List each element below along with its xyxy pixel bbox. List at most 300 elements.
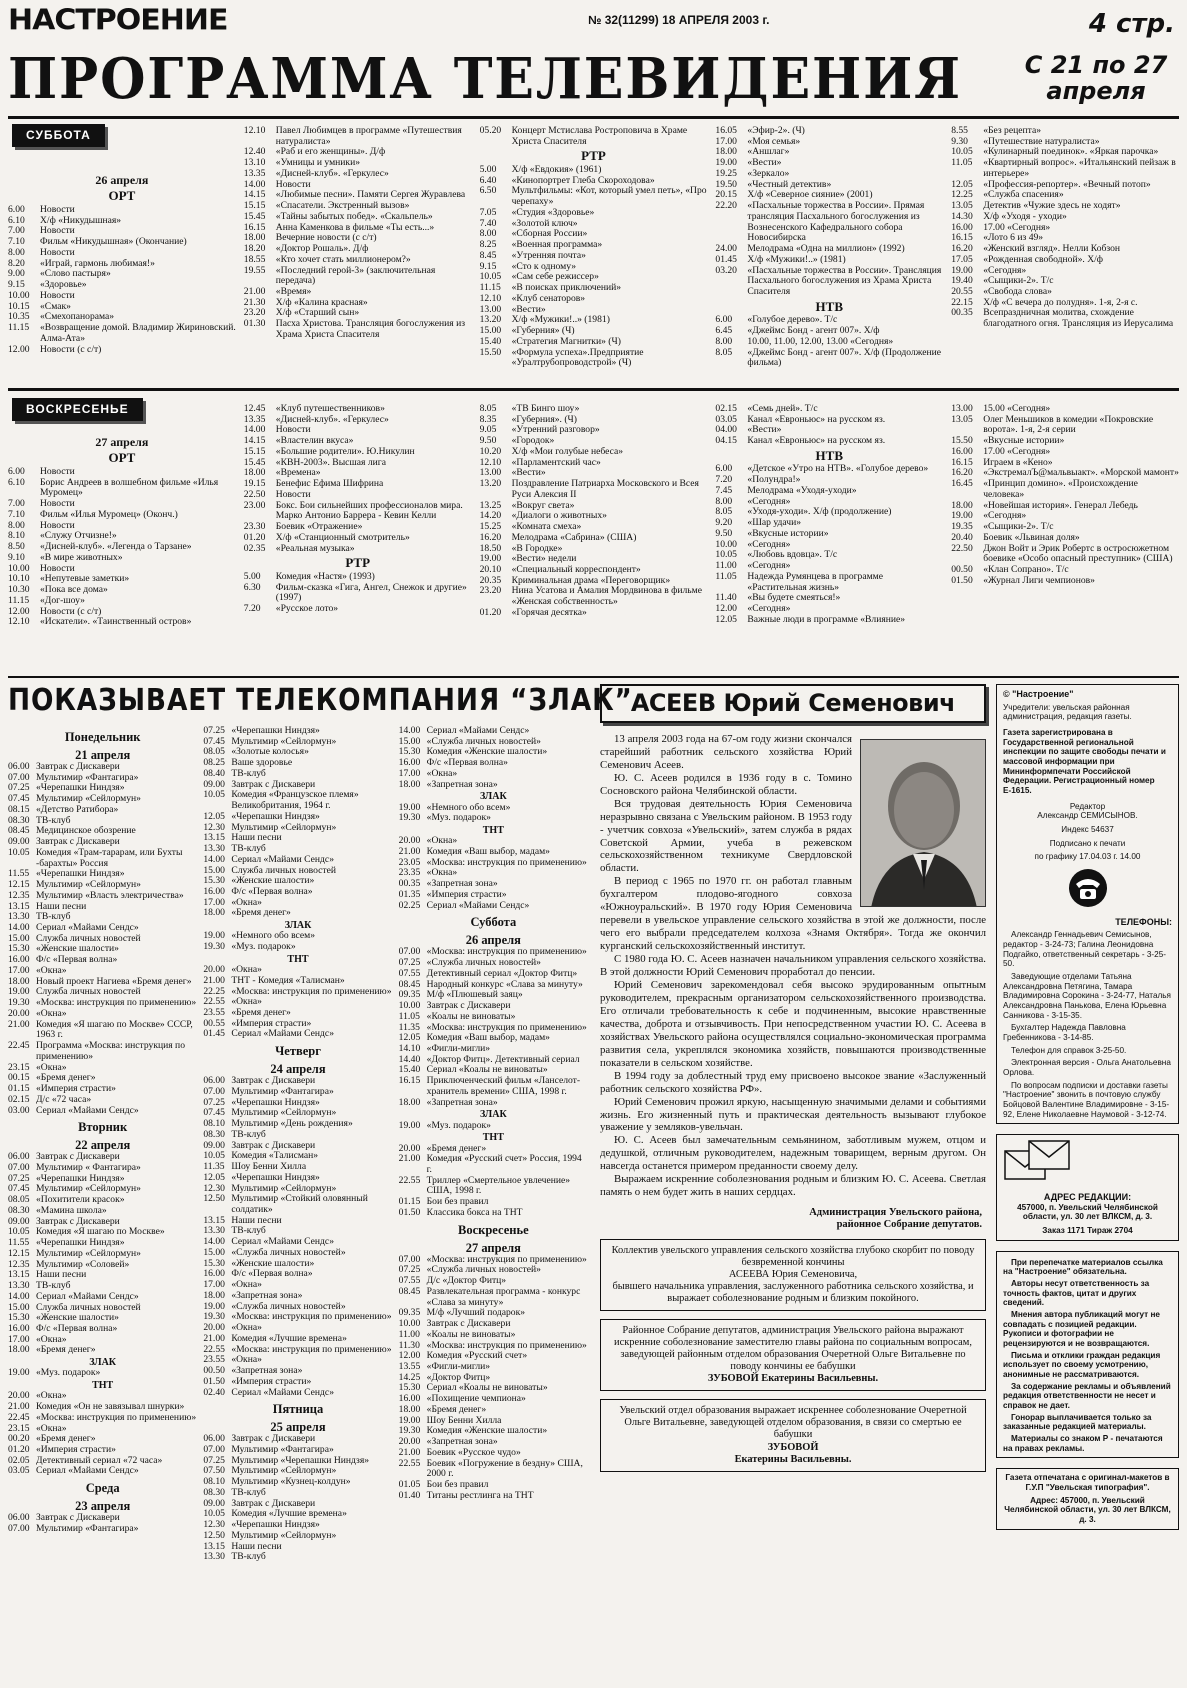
program-title: «Смехопанорама»	[40, 311, 115, 323]
program-title: «Пока все дома»	[40, 584, 108, 596]
program-title: «Москва: инструкция по применению»	[231, 1343, 392, 1355]
program-title: «Москва: инструкция по применению»	[426, 856, 587, 868]
note-entry: Гонорар выплачивается только за заказанные редакцией материалы.	[1003, 1412, 1152, 1432]
program-time: 00.50	[951, 564, 973, 576]
program-time: 12.40	[243, 146, 266, 158]
schedule-column	[951, 126, 1179, 380]
program-title: Комедия «Французское племя» Великобритания, 1964 г.	[231, 789, 359, 812]
program-time: 21.00	[8, 1401, 30, 1413]
phone-entry: Заведующие отделами Татьяна Александровна Петягина, Тамара Владимировна Сорокина - 3-24-77, Наталья Александровна Панькова, Елена Юрьевна Санникова - 3-15-35.	[1003, 971, 1171, 1020]
schedule-column	[8, 126, 236, 380]
divider	[8, 388, 1179, 391]
program-time: 15.00	[203, 864, 225, 876]
program-title: Развлекательная программа - конкурс «Слава за минуту»	[426, 1285, 581, 1308]
program-time: 6.50	[479, 185, 497, 197]
program-title: Комедия «Русский счет» Россия, 1994 г.	[426, 1153, 582, 1175]
program-time: 11.05	[951, 157, 973, 169]
program-entry	[951, 308, 1179, 329]
program-title: Мультимир «Сейлормун»	[36, 1247, 141, 1259]
program-time: 07.55	[398, 1275, 421, 1287]
program-time: 07.00	[8, 771, 30, 783]
program-title: Х/ф «Уходя - уходи»	[983, 210, 1067, 222]
program-time: 09.35	[398, 989, 421, 1001]
program-title: «Сегодня»	[747, 603, 791, 615]
program-time: 00.35	[398, 878, 421, 890]
schedule-column	[399, 726, 588, 1682]
program-title: «Горячая десятка»	[511, 606, 587, 618]
program-title: «Москва: инструкция по применению»	[231, 1311, 392, 1323]
program-time: 20.00	[8, 1007, 30, 1019]
program-entry	[8, 1368, 197, 1379]
program-title: Новости	[40, 246, 75, 258]
editor-name: Александр СЕМИСЫНОВ.	[1037, 811, 1138, 821]
program-title: Комедия «Русский счет»	[426, 1350, 528, 1362]
program-time: 15.40	[398, 1064, 421, 1076]
program-title: «В Городке»	[511, 542, 563, 554]
program-time: 02.25	[398, 899, 421, 911]
program-time: 9.30	[951, 135, 968, 147]
program-time: 13.00	[479, 303, 502, 315]
program-title: «Черепашки Ниндзя»	[36, 782, 125, 794]
program-title: «Окна»	[231, 1279, 262, 1291]
program-title: Ф/с «Первая волна»	[36, 954, 118, 966]
condolence-2	[600, 1319, 986, 1391]
program-title: «Вкусные истории»	[747, 527, 829, 539]
program-time: 22.45	[8, 1411, 30, 1423]
program-entry	[715, 615, 943, 626]
program-title: «Москва: инструкция по применению»	[36, 1411, 197, 1423]
program-time: 8.00	[479, 228, 497, 240]
mail-icon	[1003, 1139, 1172, 1188]
program-time: 14.00	[243, 178, 266, 190]
program-time: 10.05	[203, 789, 225, 801]
condolence-text: Районное Собрание депутатов, администрация Увельского района выражают искренние соболезнование заместителю главы района по социальным вопросам, заведующей районным отделом образования Очеретной Ольге Витальевне по поводу кончины ее бабушки	[614, 1325, 972, 1373]
program-time: 12.00	[8, 605, 30, 617]
program-time: 13.05	[951, 200, 973, 212]
program-entry	[203, 942, 392, 953]
program-title: «Клан Сопрано». Т/с	[983, 564, 1069, 576]
program-title: Мультимир «Фантагира»	[36, 1522, 139, 1534]
program-title: «Женский взгляд». Нелли Кобзон	[983, 243, 1121, 255]
date-heading: 27 апреля	[465, 1240, 521, 1255]
program-time: 07.25	[8, 1172, 30, 1184]
program-title: Ф/с «Первая волна»	[231, 1268, 313, 1280]
program-time: 07.50	[203, 1465, 225, 1477]
program-time: 07.25	[398, 1264, 421, 1276]
program-time: 11.05	[398, 1010, 420, 1022]
program-time: 13.35	[243, 167, 266, 179]
program-title: «Сборная России»	[511, 228, 588, 240]
program-title: «Вокруг света»	[511, 499, 575, 511]
program-time: 22.55	[203, 1343, 225, 1355]
program-time: 20.35	[479, 574, 502, 586]
program-title: Завтрак с Дискавери	[36, 761, 120, 772]
program-title: «Уходя-уходи». Х/ф (продолжение)	[747, 506, 892, 518]
program-title: «Тайны забытых побед». «Скальпель»	[275, 210, 433, 222]
program-title: Наши песни	[231, 832, 282, 844]
print-address: Адрес: 457000, п. Увельский Челябинской области, ул. 30 лет ВЛКСМ, д. 3.	[1004, 1495, 1171, 1525]
program-title: «Кто хочет стать миллионером?»	[275, 253, 411, 265]
program-time: 08.30	[203, 1486, 225, 1498]
program-title: «Окна»	[231, 1322, 262, 1334]
program-title: «Коалы не виноваты»	[426, 1328, 516, 1340]
program-time: 09.00	[8, 836, 30, 848]
program-title: Новый проект Нагиева «Бремя денег»	[36, 975, 192, 987]
program-time: 13.30	[203, 1551, 225, 1563]
program-title: Завтрак с Дискавери	[231, 778, 316, 790]
program-title: Комедия «Трам-тарарам, или Бухты -барахты» Россия	[36, 846, 183, 869]
program-title: М/ф «Лучший подарок»	[426, 1307, 526, 1319]
program-title: ТВ-клуб	[36, 911, 71, 923]
program-time: 22.20	[715, 200, 737, 212]
program-title: Криминальная драма «Переговорщик»	[511, 574, 671, 586]
program-title: «Окна»	[36, 1007, 67, 1019]
program-title: «Военная программа»	[511, 239, 603, 251]
channel-subheading: ТНТ	[482, 1132, 504, 1144]
program-title: Мультимир «Фантагира»	[231, 1085, 334, 1097]
program-title: «Любовь вдовца». Т/с	[747, 549, 838, 561]
program-entry	[399, 1154, 588, 1175]
program-time: 04.00	[715, 424, 737, 436]
paper-name-text: "Настроение"	[1012, 689, 1074, 699]
program-time: 10.35	[8, 311, 30, 323]
program-title: «Коалы не виноваты»	[426, 1010, 516, 1022]
program-title: «Муз. подарок»	[426, 812, 491, 824]
program-title: ТВ-клуб	[231, 1225, 266, 1237]
program-time: 20.15	[715, 189, 737, 201]
program-title: Сериал «Майами Сендс»	[36, 1104, 139, 1116]
program-title: Мелодрама «Уходя-уходи»	[747, 484, 857, 496]
program-time: 07.55	[398, 967, 421, 979]
program-title: «Окна»	[231, 964, 262, 976]
date-heading: 23 апреля	[75, 1499, 131, 1514]
program-title: Шоу Бенни Хилла	[231, 1161, 307, 1173]
program-time: 16.45	[951, 478, 973, 490]
schedule-column	[951, 404, 1179, 672]
program-entry	[244, 319, 472, 340]
program-title: «Вести»	[747, 157, 782, 169]
program-time: 08.05	[8, 1194, 30, 1206]
program-time: 10.05	[8, 846, 30, 858]
program-time: 14.00	[8, 1290, 30, 1302]
channel-subheading: ЗЛАК	[284, 920, 312, 932]
program-time: 10.05	[715, 549, 737, 561]
program-title: Новости	[275, 424, 311, 436]
program-time: 9.10	[8, 551, 25, 563]
program-title: Надежда Румянцева в программе «Растительная жизнь»	[747, 570, 884, 593]
program-time: 15.00	[8, 932, 30, 944]
program-title: Комедия «Я шагаю по Москве» СССР, 1963 г.	[36, 1018, 193, 1041]
program-title: Наши песни	[231, 1214, 282, 1226]
program-time: 15.30	[8, 1312, 30, 1324]
program-title: «Черепашки Ниндзя»	[231, 1096, 320, 1108]
program-time: 14.25	[398, 1371, 421, 1383]
program-time: 13.30	[8, 911, 30, 923]
phone-entry: Александр Геннадьевич Семисынов, редактор - 3-24-73; Галина Леонидовна Подгайко, ответственный секретарь - 3-25-50.	[1003, 930, 1166, 969]
program-time: 21.00	[398, 1446, 421, 1458]
program-entry	[8, 617, 236, 628]
program-title: «Эфир-2». (Ч)	[747, 126, 805, 136]
program-entry	[203, 1388, 392, 1399]
program-time: 12.05	[398, 1032, 421, 1044]
program-title: «Москва: инструкция по применению»	[426, 1021, 587, 1033]
program-time: 20.55	[951, 286, 973, 298]
program-time: 7.10	[8, 236, 25, 248]
program-title: Новости (с с/т)	[40, 605, 102, 617]
program-title: Сериал «Майами Сендс»	[231, 853, 334, 865]
program-time: 13.35	[243, 413, 266, 425]
signature-line: районное Собрание депутатов.	[836, 1218, 982, 1230]
program-time: 18.00	[8, 1344, 30, 1356]
program-time: 13.10	[243, 157, 266, 169]
print-box	[996, 1468, 1179, 1529]
program-time: 01.35	[398, 888, 421, 900]
program-title: «Похищение чемпиона»	[426, 1393, 526, 1405]
program-title: «Вести»	[747, 424, 782, 436]
program-title: «Немного обо всем»	[231, 930, 316, 942]
program-time: 7.10	[8, 508, 25, 520]
program-time: 10.00	[398, 1318, 421, 1330]
program-title: «Времена»	[275, 467, 321, 479]
program-title: Мультимир «Соловей»	[36, 1258, 130, 1270]
program-time: 10.15	[8, 300, 30, 312]
program-title: «Запретная зона»	[426, 778, 498, 790]
program-time: 6.00	[715, 463, 733, 475]
program-time: 19.00	[203, 930, 225, 942]
program-title: Медицинское обозрение	[36, 825, 136, 837]
imprint-sidebar	[996, 684, 1179, 1682]
program-title: «Полундра!»	[747, 474, 801, 486]
program-time: 11.15	[8, 322, 30, 334]
program-title: 17.00 «Сегодня»	[983, 221, 1051, 233]
program-title: Комедия «Талисман»	[231, 1150, 319, 1162]
program-time: 19.30	[398, 1425, 421, 1437]
program-time: 08.45	[398, 978, 421, 990]
program-title: Комедия «Лучшие времена»	[231, 1332, 347, 1344]
program-title: «Сам себе режиссер»	[511, 271, 599, 283]
program-entry	[399, 1121, 588, 1132]
program-time: 20.00	[8, 1390, 30, 1402]
program-title: Новости (с с/т)	[40, 343, 102, 355]
program-time: 9.15	[8, 279, 25, 291]
date-heading: Суббота	[470, 915, 517, 930]
program-time: 12.50	[203, 1529, 225, 1541]
program-time: 18.00	[951, 499, 973, 511]
channel-subheading: ЗЛАК	[479, 1109, 507, 1121]
program-title: Новости	[40, 225, 75, 237]
program-time: 8.50	[8, 541, 25, 553]
program-time: 08.40	[203, 767, 225, 779]
program-time: 12.10	[243, 126, 266, 136]
program-entry	[951, 415, 1179, 436]
program-time: 23.15	[8, 1422, 30, 1434]
program-title: «Парламентский час»	[511, 456, 601, 468]
program-time: 08.30	[203, 1128, 225, 1140]
program-title: «ЭкстремалЪ@мальвыакт». «Морской мамонт»	[983, 467, 1179, 479]
program-title: Х/ф «Калина красная»	[275, 296, 368, 308]
program-title: Бокс. Бои сильнейших профессионалов мира. Марко Антонио Баррера - Кевин Келли	[275, 499, 463, 522]
program-title: «Запретная зона»	[231, 1289, 303, 1301]
program-time: 6.45	[715, 325, 733, 337]
program-time: 19.40	[951, 275, 973, 287]
program-title: «Империя страсти»	[231, 1375, 312, 1387]
program-entry	[244, 544, 472, 555]
program-title: «Черепашки Ниндзя»	[231, 1519, 320, 1531]
program-time: 02.05	[8, 1454, 30, 1466]
date-heading: 22 апреля	[75, 1138, 131, 1153]
program-title: «Черепашки Ниндзя»	[231, 1171, 320, 1183]
program-time: 09.00	[203, 778, 225, 790]
program-time: 9.05	[479, 424, 497, 436]
program-time: 6.00	[8, 203, 25, 215]
condolence-1	[600, 1239, 986, 1311]
program-time: 18.00	[203, 907, 225, 919]
program-title: Комедия «Лучшие времена»	[231, 1508, 347, 1520]
program-time: 7.00	[8, 225, 25, 237]
program-time: 19.25	[715, 167, 737, 179]
program-time: 13.05	[951, 413, 973, 425]
program-time: 8.35	[479, 413, 497, 425]
program-time: 12.10	[479, 456, 502, 468]
program-title: Мультимир «Фантагира»	[36, 771, 139, 783]
program-time: 15.45	[243, 210, 266, 222]
program-time: 15.00	[398, 735, 421, 747]
program-time: 8.05	[715, 346, 733, 358]
program-title: «Шар удачи»	[747, 517, 802, 529]
program-entry	[399, 780, 588, 791]
program-title: «Реальная музыка»	[275, 542, 355, 554]
editor-role: Редактор	[1069, 801, 1106, 811]
program-title: «Сто к одному»	[511, 260, 577, 272]
program-title: Сериал «Майами Сендс»	[231, 1386, 334, 1398]
program-time: 07.00	[203, 1443, 225, 1455]
program-entry	[715, 436, 943, 447]
program-time: 00.50	[203, 1365, 225, 1377]
program-title: «В мире животных»	[40, 551, 123, 563]
program-title: «Честный детектив»	[747, 178, 832, 190]
program-title: Боевик «Погружение в бездну» США, 2000 г.	[426, 1457, 583, 1480]
program-time: 10.05	[8, 1226, 30, 1238]
program-time: 19.00	[398, 1119, 421, 1131]
program-time: 15.45	[243, 456, 266, 468]
program-title: «Семь дней». Т/с	[747, 404, 818, 414]
program-entry	[951, 479, 1179, 500]
program-title: Мультимир «Сейлормун»	[36, 1183, 141, 1195]
program-title: Титаны рестлинга на ТНТ	[426, 1489, 534, 1501]
program-time: 07.45	[8, 793, 30, 805]
program-title: «Служба личных новостей»	[231, 1300, 346, 1312]
program-time: 00.15	[8, 1072, 30, 1084]
program-time: 16.00	[8, 1322, 30, 1334]
program-time: 9.50	[715, 527, 733, 539]
program-title: «Формула успеха».Предприятие «Уралтрубопроводстрой» (Ч)	[511, 346, 644, 369]
program-title: «КВН-2003». Высшая лига	[275, 456, 386, 468]
date-heading: Понедельник	[64, 730, 141, 744]
obituary-name: АСЕЕВ Юрий Семенович	[600, 684, 986, 723]
program-time: 01.05	[398, 1479, 421, 1491]
program-time: 12.30	[203, 1519, 225, 1531]
program-entry	[399, 1098, 588, 1109]
program-time: 17.00	[715, 135, 737, 147]
page-title: ПРОГРАММА ТЕЛЕВИДЕНИЯ	[8, 46, 962, 112]
program-time: 15.00	[203, 1246, 225, 1258]
program-time: 18.00	[398, 1403, 421, 1415]
program-title: Сериал «Майами Сендс»	[36, 922, 139, 934]
program-time: 08.25	[203, 757, 225, 769]
program-time: 23.35	[398, 867, 421, 879]
program-entry	[8, 478, 236, 499]
program-time: 23.30	[243, 521, 266, 533]
program-title: Наши песни	[36, 900, 87, 912]
condolence-name: ЗУБОВОЙ	[767, 1441, 819, 1453]
program-time: 6.30	[243, 581, 261, 593]
program-title: Вечерние новости (с с/т)	[275, 232, 377, 244]
program-time: 16.05	[715, 126, 737, 136]
program-time: 01.50	[398, 1206, 421, 1218]
program-time: 04.15	[715, 435, 737, 447]
program-time: 19.55	[243, 264, 266, 276]
program-time: 18.00	[8, 975, 30, 987]
program-entry	[8, 1020, 197, 1041]
program-time: 07.25	[203, 1096, 225, 1108]
program-title: Ф/с «Первая волна»	[36, 1322, 118, 1334]
program-title: Х/ф «Никудышная»	[40, 214, 122, 226]
program-title: ТВ-клуб	[231, 767, 266, 779]
program-time: 02.15	[715, 404, 737, 414]
program-time: 11.00	[715, 560, 737, 572]
program-time: 11.00	[398, 1328, 420, 1340]
program-title: «ТВ Бинго шоу»	[511, 404, 580, 414]
program-title: «Черепашки Ниндзя»	[231, 726, 320, 736]
program-time: 23.00	[243, 499, 266, 511]
program-time: 06.00	[203, 1433, 225, 1445]
program-time: 01.40	[398, 1489, 421, 1501]
program-title: «Играй, гармонь любимая!»	[40, 257, 155, 269]
program-title: «Окна»	[36, 964, 67, 976]
program-title: «Сыщики-2». Т/с	[983, 521, 1054, 533]
program-title: Бенефис Ефима Шифрина	[275, 478, 384, 490]
program-time: 15.40	[479, 335, 502, 347]
address: 457000, п. Увельский Челябинской области, ул. 30 лет ВЛКСМ, д. 3.	[1017, 1202, 1158, 1222]
program-time: 12.45	[243, 404, 266, 414]
program-time: 11.15	[8, 594, 30, 606]
program-time: 5.00	[479, 164, 497, 176]
program-title: «Окна»	[36, 1333, 67, 1345]
program-time: 21.00	[398, 1153, 421, 1165]
divider	[8, 116, 1179, 119]
program-time: 16.15	[243, 221, 266, 233]
channel-subheading: ТНТ	[92, 1380, 114, 1392]
program-title: «Черепашки Ниндзя»	[36, 1172, 125, 1184]
program-time: 19.30	[203, 941, 225, 953]
date-heading: 26 апреля	[465, 933, 521, 948]
program-time: 08.45	[398, 1285, 421, 1297]
program-title: «Вести»	[511, 303, 546, 315]
program-title: Завтрак с Дискавери	[36, 1215, 120, 1227]
program-title: «Окна»	[231, 1354, 262, 1366]
program-title: Поздравление Патриарха Московского и Всея Руси Алексия II	[511, 478, 699, 500]
program-title: «Принцип домино». «Происхождение человека»	[983, 478, 1138, 500]
program-entry	[203, 908, 392, 919]
program-title: Мультимир «Сейлормун»	[36, 879, 141, 891]
program-time: 09.00	[203, 1139, 225, 1151]
program-title: «Женские шалости»	[231, 875, 315, 887]
obituary-paragraph: Вся трудовая деятельность Юрия Семеновича неразрывно связана с Увельским районом. В 1953 году - учетчик совхоза «Увельский», затем служба в рядах Советской Армии, учеба в режевском сельскохозяйственном техникуме Свердловской области.	[600, 797, 852, 875]
program-title: «Сыщики-2». Т/с	[983, 275, 1054, 287]
program-title: «Москва: инструкция по применению»	[426, 1253, 587, 1265]
program-time: 08.15	[8, 803, 30, 815]
program-title: Мультимир «Сейлормун»	[231, 1529, 337, 1541]
